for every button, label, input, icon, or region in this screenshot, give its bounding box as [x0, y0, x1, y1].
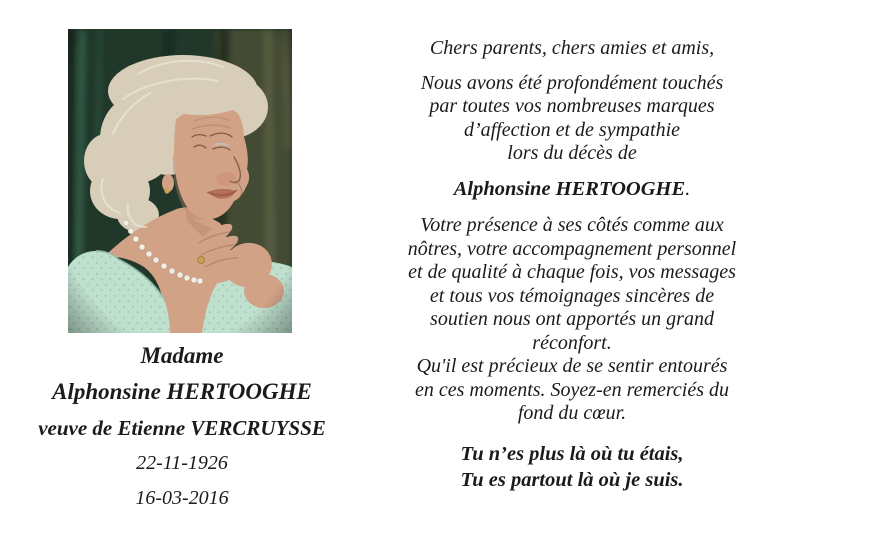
death-date: 16-03-2016	[135, 487, 229, 509]
thanks-line: lors du décès de	[507, 142, 637, 164]
birth-date: 22-11-1926	[136, 452, 228, 474]
memorial-title: Madame	[140, 343, 224, 368]
thanks-line: par toutes vos nombreuses marques	[429, 95, 715, 117]
paragraph-thanks	[383, 72, 761, 166]
deceased-name: Alphonsine HERTOOGHE	[52, 379, 312, 404]
portrait-illustration	[68, 29, 292, 333]
portrait-photo	[68, 29, 292, 333]
support-line: en ces moments. Soyez-en remerciés du	[415, 378, 729, 401]
support-line: soutien nous ont apportés un grand	[430, 308, 714, 330]
deceased-name-inline	[383, 178, 761, 202]
deceased-name-text: Alphonsine HERTOOGHE	[453, 177, 686, 200]
support-line: nôtres, votre accompagnement personnel	[407, 237, 737, 260]
support-line: réconfort.	[532, 331, 612, 354]
widow-relation: veuve de Etienne VERCRUYSSE	[38, 416, 326, 440]
paragraph-support	[383, 214, 761, 426]
support-line: et tous vos témoignages sincères de	[429, 284, 715, 307]
closing-verse-line: Tu es partout là où je suis.	[460, 468, 684, 491]
support-line: fond du cœur.	[517, 402, 627, 424]
support-line: Votre présence à ses côtés comme aux	[420, 214, 724, 236]
closing-verse	[383, 441, 761, 493]
thank-you-message	[383, 37, 761, 493]
thanks-line: Nous avons été profondément touchés	[420, 71, 724, 94]
deceased-caption	[8, 338, 356, 516]
deceased-name-period: .	[685, 177, 691, 200]
thanks-line: d’affection et de sympathie	[463, 118, 681, 141]
salutation: Chers parents, chers amies et amis,	[429, 37, 715, 59]
photo-vignette	[68, 29, 292, 333]
support-line: Qu'il est précieux de se sentir entourés	[416, 355, 728, 377]
closing-verse-line: Tu n’es plus là où tu étais,	[460, 442, 684, 465]
support-line: et de qualité à chaque fois, vos messages	[408, 261, 736, 283]
